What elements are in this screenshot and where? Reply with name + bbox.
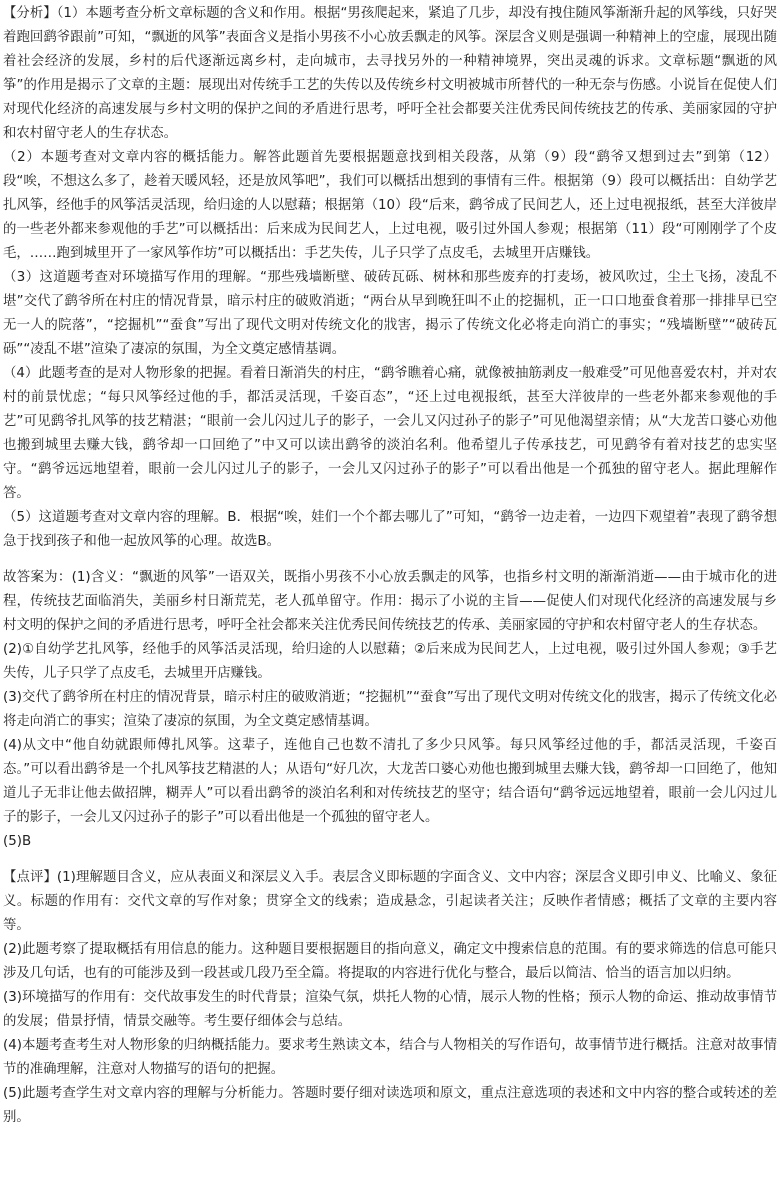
comment-paragraph-5: (5)此题考查学生对文章内容的理解与分析能力。答题时要仔细对读选项和原文，重点注意选项的表述和文中内容的整合或转述的差别。 xyxy=(3,1086,777,1125)
analysis-paragraph-4: （4）此题考查的是对人物形象的把握。看着日渐消失的村庄，“鹞爷瞧着心痛，就像被抽筋剥皮一般难受”可见他喜爱农村，并对农村的前景忧虑；“每只风筝经过他的手，都活灵活现，千姿百态”，“还上过电视报纸，甚至大洋彼岸的一些老外都来参观他的手艺”可见鹞爷扎风筝的技艺精湛；“眼前一会儿闪过儿子的影子，一会儿又闪过孙子的影子”可见他渴望亲情；从“大龙苦口婆心劝他也搬到城里去赚大钱，鹞爷却一口回绝了”中又可以读出鹞爷的淡泊名利。他希望儿子传承技艺，可见鹞爷有着对技艺的忠实坚守。“鹞爷远远地望着，眼前一会儿闪过儿子的影子，一会儿又闪过孙子的影子”可以看出他是一个孤独的留守老人。据此理解作答。 xyxy=(3,366,777,501)
analysis-paragraph-3: （3）这道题考查对环境描写作用的理解。“那些残墙断壁、破砖瓦砾、树林和那些废弃的打麦场，被风吹过，尘土飞扬，凌乱不堪”交代了鹞爷所在村庄的情况背景，暗示村庄的破败消逝；“两台从早到晚狂叫不止的挖掘机，正一口口地蚕食着那一排排早已空无一人的院落”，“挖掘机”“蚕食”写出了现代文明对传统文化的戕害，揭示了传统文化必将走向消亡的事实；“残墙断壁”“破砖瓦砾”“凌乱不堪”渲染了凄凉的氛围，为全文奠定感情基调。 xyxy=(3,270,777,357)
analysis-paragraph-1: 【分析】（1）本题考查分析文章标题的含义和作用。根据“男孩爬起来，紧追了几步，却没有拽住随风筝渐渐升起的风筝线，只好哭着跑回鹞爷跟前”可知，“飘逝的风筝”表面含义是指小男孩不小心放丢飘走的风筝。深层含义则是强调一种精神上的空虚，展现出随着社会经济的发展，乡村的后代逐渐远离乡村，走向城市，去寻找另外的一种精神境界，突出灵魂的诉求。文章标题“飘逝的风筝”的作用是揭示了文章的主题：展现出对传统手工艺的失传以及传统乡村文明被城市所替代的一种无奈与伤感。小说旨在促使人们对现代化经济的高速发展与乡村文明的保护之间的矛盾进行思考，呼吁全社会都要关注优秀民间传统技艺的传承、美丽家园的守护和农村留守老人的生存状态。 xyxy=(3,6,777,141)
comment-paragraph-4: (4)本题考查考生对人物形象的归纳概括能力。要求考生熟读文本，结合与人物相关的写作语句，故事情节进行概括。注意对故事情节的准确理解，注意对人物描写的语句的把握。 xyxy=(3,1038,777,1077)
analysis-section xyxy=(3,2,777,554)
answer-paragraph-1: 故答案为：(1)含义：“飘逝的风筝”一语双关，既指小男孩不小心放丢飘走的风筝，也指乡村文明的渐渐消逝——由于城市化的进程，传统技艺面临消失，美丽乡村日渐荒芜，老人孤单留守。作用：揭示了小说的主旨——促使人们对现代化经济的高速发展与乡村文明的保护之间的矛盾进行思考，呼吁全社会都来关注优秀民间传统技艺的传承、美丽家园的守护和农村留守老人的生存状态。 xyxy=(3,570,777,633)
comment-section xyxy=(3,866,777,1130)
answer-paragraph-3: (3)交代了鹞爷所在村庄的情况背景，暗示村庄的破败消逝；“挖掘机”“蚕食”写出了现代文明对传统文化的戕害，揭示了传统文化必将走向消亡的事实；渲染了凄凉的氛围，为全文奠定感情基调。 xyxy=(3,690,777,729)
comment-paragraph-3: (3)环境描写的作用有：交代故事发生的时代背景；渲染气氛，烘托人物的心情，展示人物的性格；预示人物的命运、推动故事情节的发展；借景抒情，情景交融等。考生要仔细体会与总结。 xyxy=(3,990,777,1029)
answer-section xyxy=(3,566,777,854)
answer-paragraph-4: (4)从文中“他自幼就跟师傅扎风筝。这辈子，连他自己也数不清扎了多少只风筝。每只风筝经过他的手，都活灵活现，千姿百态。”可以看出鹞爷是一个扎风筝技艺精湛的人；从语句“好几次，大龙苦口婆心劝他也搬到城里去赚大钱，鹞爷却一口回绝了，他知道儿子无非让他去做招牌，糊弄人”可以看出鹞爷的淡泊名利和对传统技艺的坚守；结合语句“鹞爷远远地望着，眼前一会儿闪过儿子的影子，一会儿又闪过孙子的影子”可以看出他是一个孤独的留守老人。 xyxy=(3,738,777,825)
section-divider xyxy=(3,854,777,866)
analysis-paragraph-5: （5）这道题考查对文章内容的理解。B．根据“唉，娃们一个个都去哪儿了”可知，“鹞爷一边走着，一边四下观望着”表现了鹞爷想急于找到孩子和他一起放风筝的心理。故选B。 xyxy=(3,510,777,549)
answer-paragraph-2: (2)①自幼学艺扎风筝，经他手的风筝活灵活现，给归途的人以慰藉；②后来成为民间艺人，上过电视，吸引过外国人参观；③手艺失传，儿子只学了点皮毛，去城里开店赚钱。 xyxy=(3,642,777,681)
section-divider xyxy=(3,554,777,566)
analysis-paragraph-2: （2）本题考查对文章内容的概括能力。解答此题首先要根据题意找到相关段落，从第（9）段“鹞爷又想到过去”到第（12）段“唉，不想这么多了，趁着天暖风轻，还是放风筝吧”，我们可以概括出想到的事情有三件。根据第（9）段可以概括出：自幼学艺扎风筝，经他手的风筝活灵活现，给归途的人以慰藉；根据第（10）段“后来，鹞爷成了民间艺人，还上过电视报纸，甚至大洋彼岸的一些老外都来参观他的手艺”可以概括出：后来成为民间艺人，上过电视，吸引过外国人参观；根据第（11）段“可刚刚学了个皮毛，……跑到城里开了一家风筝作坊”可以概括出：手艺失传，儿子只学了点皮毛，去城里开店赚钱。 xyxy=(3,150,777,261)
answer-paragraph-5: (5)B xyxy=(3,834,32,849)
comment-paragraph-1: 【点评】(1)理解题目含义，应从表面义和深层义入手。表层含义即标题的字面含义、文中内容；深层含义即引申义、比喻义、象征义。标题的作用有：交代文章的写作对象；贯穿全文的线索；造成悬念，引起读者关注；反映作者情感；概括了文章的主要内容等。 xyxy=(3,870,777,933)
comment-paragraph-2: (2)此题考察了提取概括有用信息的能力。这种题目要根据题目的指向意义，确定文中搜索信息的范围。有的要求筛选的信息可能只涉及几句话，也有的可能涉及到一段甚或几段乃至全篇。将提取的内容进行优化与整合，最后以简洁、恰当的语言加以归纳。 xyxy=(3,942,777,981)
